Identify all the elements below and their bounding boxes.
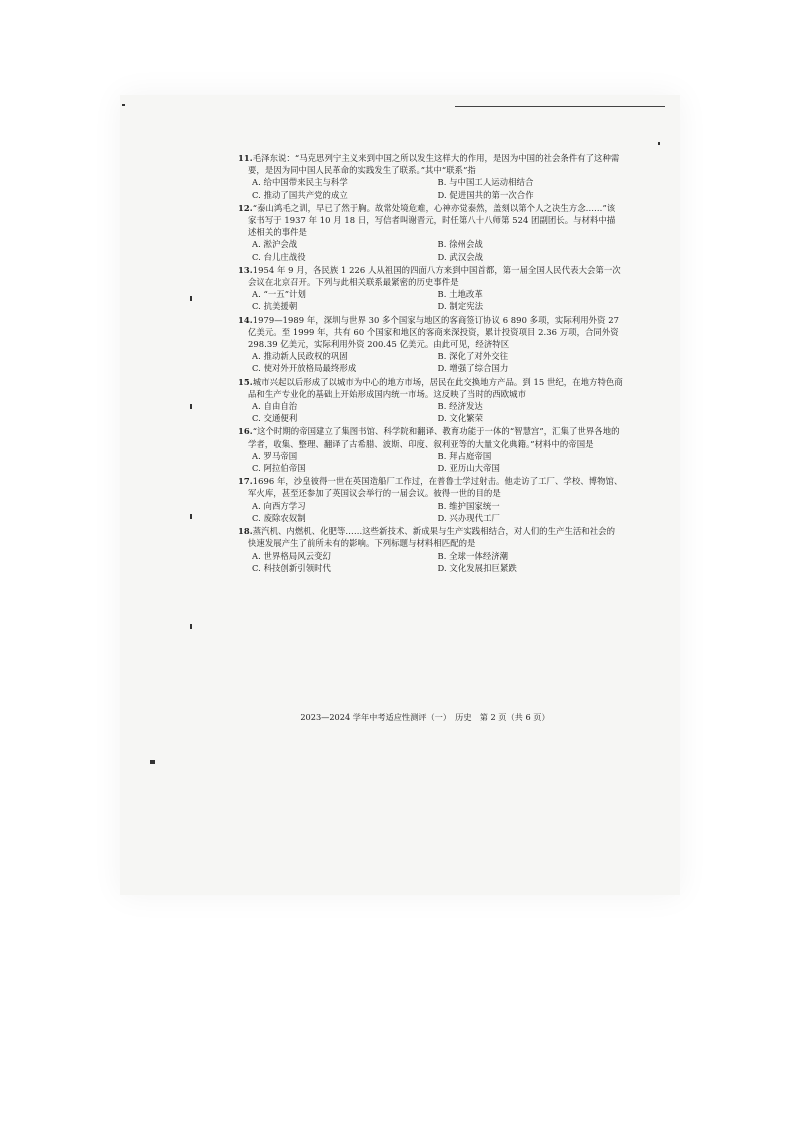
question-number: 12. bbox=[238, 202, 253, 213]
page-footer: 2023—2024 学年中考适应性测评（一） 历史 第 2 页（共 6 页） bbox=[300, 712, 550, 722]
question-number: 18. bbox=[238, 526, 253, 537]
answer-option: B. 徐州会战 bbox=[437, 239, 483, 250]
question-stem bbox=[238, 376, 623, 400]
answer-option: A. “一五”计划 bbox=[252, 289, 306, 300]
question-stem bbox=[238, 425, 623, 449]
answer-option: B. 与中国工人运动相结合 bbox=[437, 177, 534, 188]
answer-option: C. 阿拉伯帝国 bbox=[252, 463, 306, 474]
answer-option: D. 兴办现代工厂 bbox=[437, 512, 500, 523]
answer-option: A. 向西方学习 bbox=[252, 500, 306, 511]
answer-options bbox=[238, 350, 623, 374]
question-number: 16. bbox=[238, 426, 253, 437]
answer-option: B. 维护国家统一 bbox=[437, 500, 500, 511]
answer-option: A. 给中国带来民主与科学 bbox=[252, 177, 348, 188]
answer-option: D. 文化发展扣巨紧跌 bbox=[437, 562, 517, 573]
answer-option: C. 废除农奴制 bbox=[252, 512, 306, 523]
answer-options bbox=[238, 550, 623, 574]
question-text: “泰山鸿毛之训，早已了然于胸。故常处境危难，心神亦觉泰然，盖刻以第个人之决生方念……”该家书写于 1937 年 10 月 18 日，写信者叫谢晋元，时任第八十八师第 524 团副团长。与材料中描述相关的事件是 bbox=[248, 202, 616, 238]
top-edge-line bbox=[455, 106, 665, 107]
question-stem bbox=[238, 525, 623, 549]
answer-options bbox=[238, 176, 623, 200]
question-text: 城市兴起以后形成了以城市为中心的地方市场，居民在此交换地方产品。到 15 世纪，在地方特色商品和生产专业化的基础上开始形成国内统一市场。这反映了当时的西欧城市 bbox=[248, 376, 623, 399]
question-number: 14. bbox=[238, 314, 253, 325]
answer-option: C. 推动了国共产党的成立 bbox=[252, 189, 348, 200]
answer-option: A. 自由自治 bbox=[252, 401, 298, 412]
answer-option: A. 推动新人民政权的巩固 bbox=[252, 351, 348, 362]
answer-option: D. 亚历山大帝国 bbox=[437, 463, 500, 474]
question-block bbox=[238, 376, 623, 425]
question-block bbox=[238, 425, 623, 474]
answer-option: D. 增强了综合国力 bbox=[437, 363, 509, 374]
scan-mark bbox=[190, 404, 192, 409]
question-block bbox=[238, 525, 623, 574]
question-text: 1954 年 9 月，各民族 1 226 人从祖国的四面八方来到中国首都，第一届全国人民代表大会第一次会议在北京召开。下列与此相关联系最紧密的历史事件是 bbox=[248, 264, 621, 288]
question-number: 15. bbox=[238, 376, 253, 387]
answer-option: C. 使对外开放格局最终形成 bbox=[252, 363, 357, 374]
question-stem bbox=[238, 202, 623, 239]
question-block bbox=[238, 475, 623, 524]
exam-page bbox=[238, 152, 623, 575]
question-text: “这个时期的帝国建立了集图书馆、科学院和翻译、教育功能于一体的“智慧宫”，汇集了世界各地的学者，收集、整理、翻译了古希腊、波斯、印度、叙利亚等的大量文化典籍。”材料中的帝国是 bbox=[248, 426, 620, 449]
scan-mark bbox=[190, 296, 192, 301]
scan-mark bbox=[658, 142, 660, 145]
answer-option: C. 抗美援朝 bbox=[252, 301, 298, 312]
answer-option: B. 经济发达 bbox=[437, 401, 483, 412]
question-text: 1696 年，沙皇彼得一世在英国造船厂工作过，在普鲁士学过射击。他走访了工厂、学校、博物馆、军火库，甚至还参加了英国议会举行的一届会议。彼得一世的目的是 bbox=[248, 476, 623, 499]
answer-option: B. 拜占庭帝国 bbox=[437, 450, 492, 461]
answer-options bbox=[238, 450, 623, 474]
answer-option: D. 促进国共的第一次合作 bbox=[437, 189, 534, 200]
question-stem bbox=[238, 152, 623, 176]
question-block bbox=[238, 202, 623, 263]
answer-option: D. 制定宪法 bbox=[437, 301, 484, 312]
answer-options bbox=[238, 400, 623, 424]
question-text: 蒸汽机、内燃机、化肥等……这些新技术、新成果与生产实践相结合，对人们的生产生活和社会的快速发展产生了前所未有的影响。下列标题与材料相匹配的是 bbox=[248, 526, 616, 549]
question-number: 13. bbox=[238, 264, 253, 275]
question-stem bbox=[238, 264, 623, 288]
answer-option: D. 武汉会战 bbox=[437, 251, 484, 262]
answer-option: B. 全球一体经济潮 bbox=[437, 550, 509, 561]
answer-option: C. 科技创新引领时代 bbox=[252, 562, 331, 573]
question-number: 17. bbox=[238, 476, 253, 487]
question-block bbox=[238, 314, 623, 375]
answer-options bbox=[238, 238, 623, 262]
answer-options bbox=[238, 288, 623, 312]
question-text: 1979—1989 年，深圳与世界 30 多个国家与地区的客商签订协议 6 890 多项，实际利用外资 27 亿美元。至 1999 年，共有 60 个国家和地区的客商来深投资，累计投资项目 2.36 万项，合同外资 298.39 亿美元，实际利用外资 200.45 亿美元。由此可见，经济特区 bbox=[248, 314, 619, 350]
question-stem bbox=[238, 314, 623, 351]
question-number: 11. bbox=[238, 153, 253, 163]
answer-option: C. 台儿庄战役 bbox=[252, 251, 306, 262]
answer-option: A. 世界格局风云变幻 bbox=[252, 550, 331, 561]
answer-option: C. 交通便利 bbox=[252, 413, 298, 424]
answer-option: A. 罗马帝国 bbox=[252, 450, 298, 461]
answer-options bbox=[238, 500, 623, 524]
question-block bbox=[238, 264, 623, 313]
scan-mark bbox=[190, 624, 192, 629]
scan-mark bbox=[190, 514, 192, 519]
answer-option: B. 土地改革 bbox=[437, 289, 483, 300]
question-stem bbox=[238, 475, 623, 499]
scan-mark bbox=[122, 104, 125, 106]
answer-option: A. 淞沪会战 bbox=[252, 239, 298, 250]
answer-option: B. 深化了对外交往 bbox=[437, 351, 509, 362]
question-text: 毛泽东说：“马克思列宁主义来到中国之所以发生这样大的作用，是因为中国的社会条件有了这种需要，是因为同中国人民革命的实践发生了联系。”其中“联系”指 bbox=[248, 153, 620, 176]
scan-mark bbox=[150, 760, 155, 764]
answer-option: D. 文化繁荣 bbox=[437, 413, 484, 424]
question-block bbox=[238, 152, 623, 201]
